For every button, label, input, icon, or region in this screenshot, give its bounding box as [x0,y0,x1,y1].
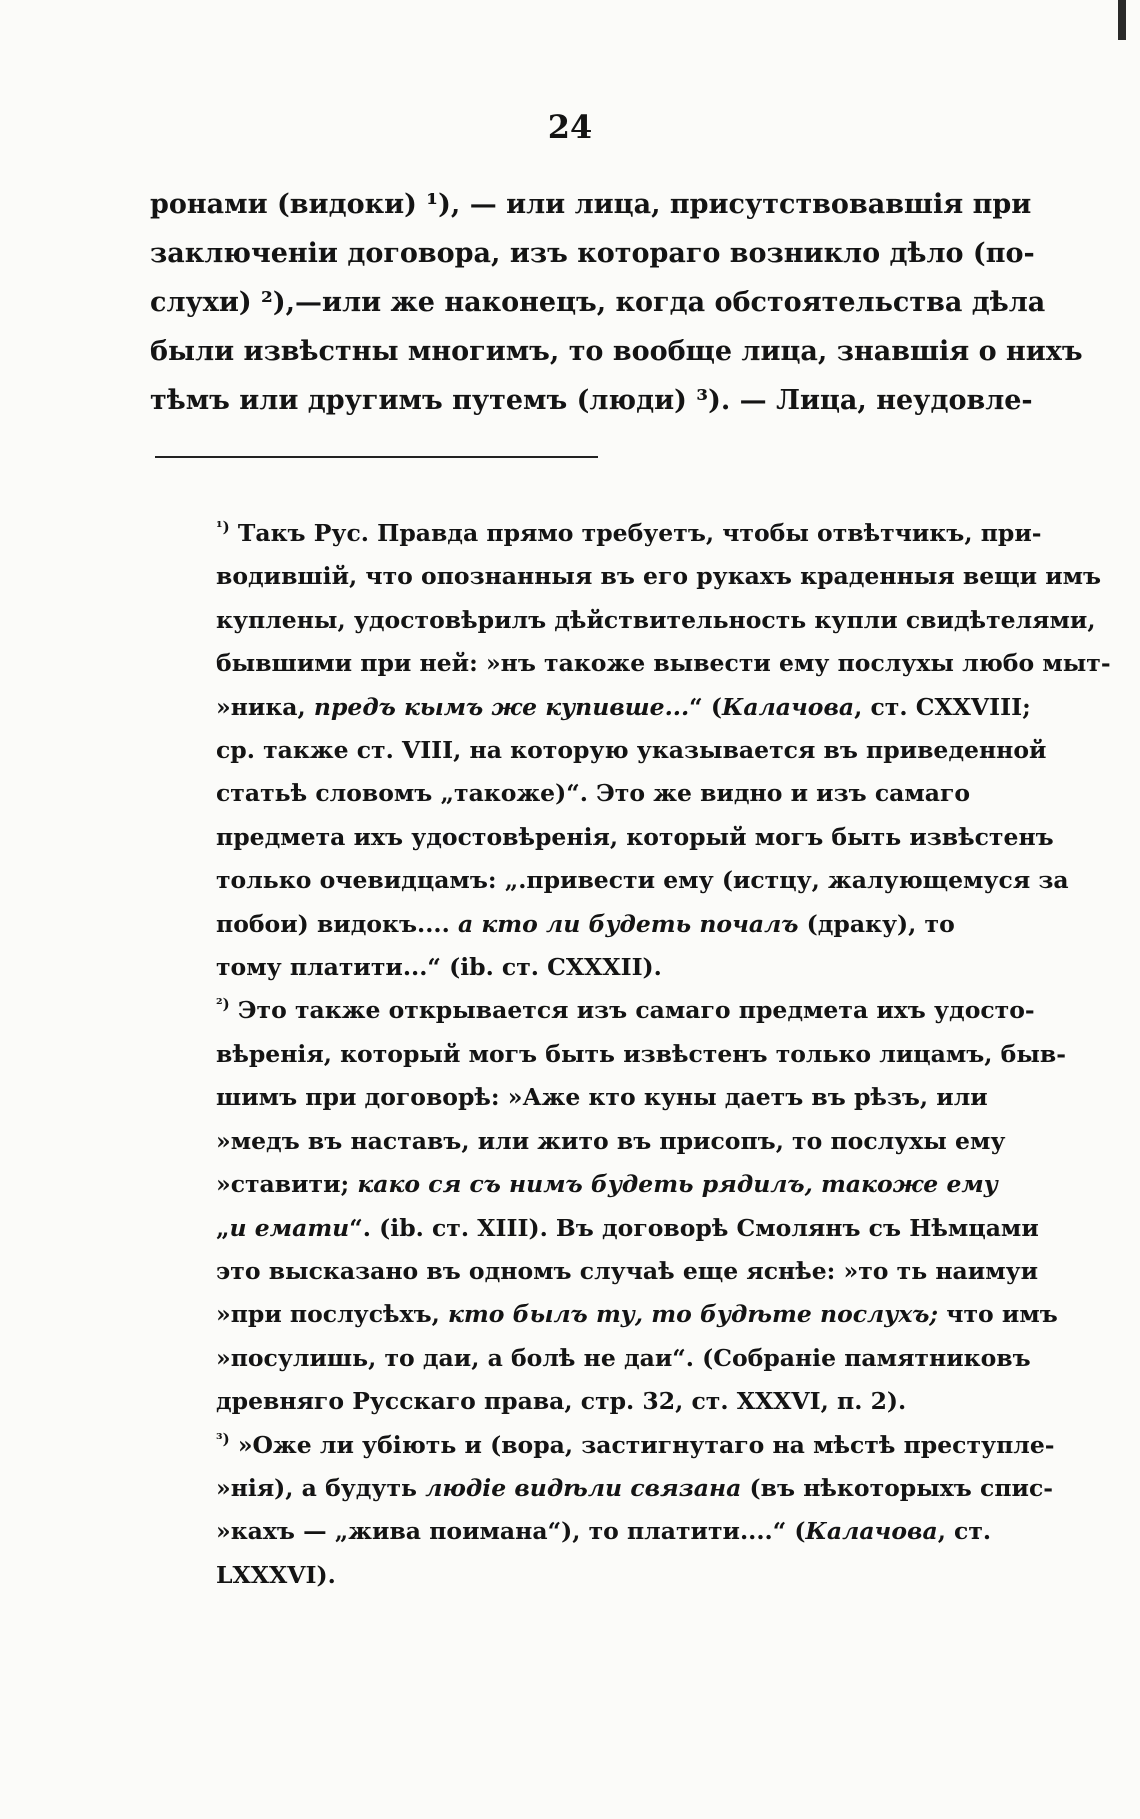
footnote-source: Калачова [721,692,855,721]
footnote-line: водившій, что опознанныя въ его рукахъ краденныя вещи имъ [216,562,1102,591]
footnote-line: вѣренія, который могъ быть извѣстенъ только лицамъ, быв- [216,1039,1066,1068]
footnote-quote: како ся съ нимъ будеть рядилъ, такоже ему [357,1170,998,1199]
footnote-text: “ ( [689,692,722,721]
footnote-line: статьѣ словомъ „такоже)“. Это же видно и изъ самаго [216,779,971,808]
footnote-text: , ст. [937,1517,992,1546]
footnote-line: LXXXVI). [216,1560,336,1589]
footnote-3 [216,1424,1055,1598]
footnote-line [216,1163,1016,1206]
footnote-text: »нія), а будуть [216,1473,426,1502]
footnote-line: »посулишь, то даи, а болѣ не даи“. (Собраніе памятниковъ [216,1343,1031,1372]
footnote-line: тому платити...“ (ib. ст. CXXXII). [216,953,662,982]
footnote-text: »ставити; [216,1170,358,1199]
main-line: ронами (видоки) ¹), — или лица, присутствовавшія при [150,189,1032,220]
footnote-quote: кто былъ ту, то будѣте послухъ; [447,1300,939,1329]
footnote-line: только очевидцамъ: „.привести ему (истцу, жалующемуся за [216,866,1069,895]
footnote-source: Калачова [805,1517,938,1546]
footnote-text: что имъ [938,1300,1058,1329]
main-line: заключеніи договора, изъ котораго возникло дѣло (по- [150,238,1035,269]
footnote-line: куплены, удостовѣрилъ дѣйствительность купли свидѣтелями, [216,605,1096,634]
footnote-text: »ника, [216,692,314,721]
footnote-quote: предъ кымъ же купивше... [313,692,690,721]
footnote-line: шимъ при договорѣ: »Аже кто куны даетъ въ рѣзъ, или [216,1083,988,1112]
footnote-2 [216,989,1066,1423]
footnote-quote: людіе видѣли связана [425,1473,742,1502]
footnote-text: (драку), то [798,909,955,938]
footnote-text: »при послусѣхъ, [216,1300,448,1329]
footnote-line [216,1510,1016,1553]
footnote-text: Такъ Рус. Правда прямо требуетъ, чтобы отвѣтчикъ, при- [229,519,1042,547]
footnote-line: ср. также ст. VIII, на которую указывается въ приведенной [216,736,1047,765]
footnote-line [216,1424,1055,1467]
page-number: 24 [547,108,593,146]
footnote-line [216,903,1016,946]
footnotes [216,512,1111,1597]
footnote-text: „ [216,1213,230,1242]
footnote-text: »Оже ли убіють и (вора, застигнутаго на мѣстѣ преступле- [229,1430,1055,1459]
footnote-text: побои) видокъ.... [216,909,458,938]
footnote-text: »кахъ — „жива поимана“), то платити....“ ( [216,1517,806,1546]
footnote-line [216,686,1031,729]
footnote-text: , ст. CXXVIII; [854,692,1031,721]
footnote-line [216,1293,1058,1336]
footnote-line: древняго Русскаго права, стр. 32, ст. XXXVI, п. 2). [216,1387,907,1416]
footnote-line [216,1467,1054,1510]
footnote-line [216,512,1042,555]
footnote-marker: ³) [216,1429,230,1448]
main-paragraph [150,180,1083,425]
footnote-marker: ¹) [216,518,230,537]
footnote-text: (въ нѣкоторыхъ спис- [741,1473,1054,1502]
footnote-quote: и емати [229,1213,350,1242]
footnote-1 [216,512,1111,989]
binding-edge [1118,0,1126,40]
footnote-text: “. (ib. ст. XIII). Въ договорѣ Смолянъ съ Нѣмцами [349,1213,1039,1242]
main-line: слухи) ²),—или же наконецъ, когда обстоятельства дѣла [150,287,1046,318]
footnote-line: это высказано въ одномъ случаѣ еще яснѣе: »то ть наимуи [216,1256,1039,1285]
footnote-line [216,1207,1039,1250]
footnote-line: предмета ихъ удостовѣренія, который могъ быть извѣстенъ [216,822,1054,851]
footnote-line [216,989,1035,1032]
footnote-quote: а кто ли будеть почалъ [457,909,799,938]
footnote-line: бывшими при ней: »нъ такоже вывести ему послухы любо мыт- [216,649,1111,678]
footnote-separator [155,456,598,458]
footnote-marker: ²) [216,995,230,1014]
main-line: тѣмъ или другимъ путемъ (люди) ³). — Лица, неудовле- [150,385,1033,416]
footnote-line: »медъ въ наставъ, или жито въ присопъ, то послухы ему [216,1126,1006,1155]
footnote-text: Это также открывается изъ самаго предмета ихъ удосто- [229,996,1035,1025]
main-line: были извѣстны многимъ, то вообще лица, знавшія о нихъ [150,336,1083,367]
